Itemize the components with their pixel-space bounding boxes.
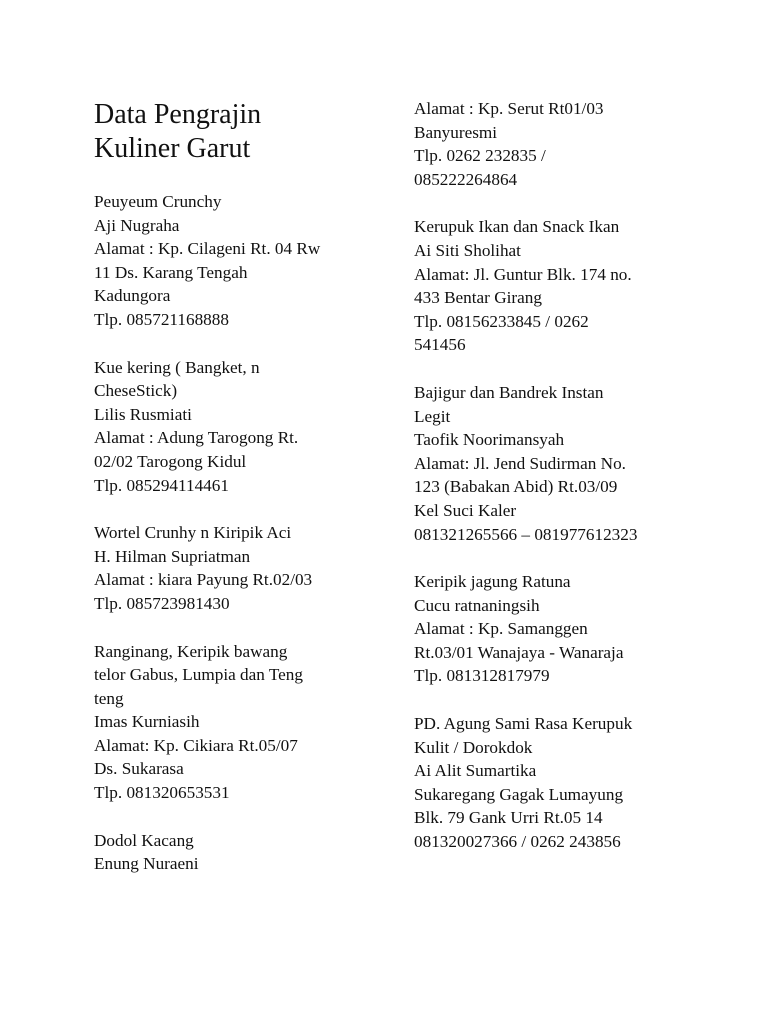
- entry-line: CheseStick): [94, 381, 178, 401]
- entry-line: Kulit / Dorokdok: [414, 737, 533, 757]
- entry-line: Kerupuk Ikan dan Snack Ikan: [414, 217, 620, 237]
- entry-line: Kue kering ( Bangket, n: [94, 357, 260, 377]
- artisan-entry: [94, 640, 384, 805]
- entry-line: Kel Suci Kaler: [414, 500, 517, 520]
- left-column: [94, 98, 384, 900]
- entry-line: Dodol Kacang: [94, 830, 194, 850]
- entry-line: Alamat : Kp. Cilageni Rt. 04 Rw: [94, 239, 321, 259]
- entry-line: Wortel Crunhy n Kiripik Aci: [94, 523, 292, 543]
- title-line: Kuliner Garut: [94, 133, 251, 164]
- entry-line: PD. Agung Sami Rasa Kerupuk: [414, 714, 633, 734]
- entry-line: Enung Nuraeni: [94, 854, 199, 874]
- entry-line: Bajigur dan Bandrek Instan: [414, 382, 604, 402]
- entry-line: Alamat: Kp. Cikiara Rt.05/07: [94, 735, 298, 755]
- entry-line: Aji Nugraha: [94, 215, 180, 235]
- entry-line: Alamat: Jl. Guntur Blk. 174 no.: [414, 264, 632, 284]
- entry-line: Alamat : kiara Payung Rt.02/03: [94, 570, 313, 590]
- entry-line: Tlp. 085723981430: [94, 593, 230, 613]
- title-line: Data Pengrajin: [94, 99, 262, 130]
- entry-line: 081320027366 / 0262 243856: [414, 832, 621, 852]
- entry-line: Rt.03/01 Wanajaya - Wanaraja: [414, 642, 624, 662]
- artisan-entry: [94, 356, 384, 498]
- right-entry-list: [414, 97, 754, 854]
- entry-line: Ai Alit Sumartika: [414, 761, 537, 781]
- artisan-entry: [94, 521, 384, 615]
- entry-line: teng: [94, 688, 124, 708]
- entry-line: Taofik Noorimansyah: [414, 430, 565, 450]
- entry-line: 11 Ds. Karang Tengah: [94, 262, 248, 282]
- entry-line: Tlp. 085721168888: [94, 309, 229, 329]
- entry-line: Peuyeum Crunchy: [94, 192, 222, 211]
- entry-line: Tlp. 085294114461: [94, 475, 229, 495]
- entry-line: Ds. Sukarasa: [94, 759, 184, 779]
- entry-line: Cucu ratnaningsih: [414, 595, 540, 615]
- artisan-entry: [414, 712, 754, 854]
- entry-line: 433 Bentar Girang: [414, 288, 542, 308]
- entry-line: Legit: [414, 406, 451, 426]
- entry-line: 123 (Babakan Abid) Rt.03/09: [414, 477, 618, 497]
- entry-line: 541456: [414, 335, 466, 355]
- entry-line: Keripik jagung Ratuna: [414, 572, 571, 592]
- entry-line: Ai Siti Sholihat: [414, 240, 521, 260]
- page-title: [94, 98, 384, 166]
- entry-line: Banyuresmi: [414, 122, 498, 142]
- entry-line: 02/02 Tarogong Kidul: [94, 451, 247, 471]
- entry-line: Alamat : Kp. Serut Rt01/03: [414, 99, 604, 118]
- artisan-entry: [94, 190, 384, 332]
- artisan-entry: [414, 570, 754, 688]
- artisan-entry: [414, 381, 754, 546]
- artisan-entry: [414, 97, 754, 191]
- entry-line: Alamat : Kp. Samanggen: [414, 619, 588, 639]
- entry-line: Tlp. 08156233845 / 0262: [414, 311, 589, 331]
- entry-line: telor Gabus, Lumpia dan Teng: [94, 665, 303, 685]
- left-entry-list: [94, 190, 384, 876]
- entry-line: Imas Kurniasih: [94, 712, 200, 732]
- artisan-entry: [94, 829, 384, 876]
- entry-line: Tlp. 0262 232835 /: [414, 146, 546, 166]
- entry-line: 081321265566 – 081977612323: [414, 524, 638, 544]
- entry-line: Ranginang, Keripik bawang: [94, 641, 288, 661]
- entry-line: Sukaregang Gagak Lumayung: [414, 784, 624, 804]
- entry-line: Tlp. 081312817979: [414, 666, 550, 686]
- entry-line: Tlp. 081320653531: [94, 783, 230, 803]
- entry-line: Lilis Rusmiati: [94, 404, 192, 424]
- entry-line: Blk. 79 Gank Urri Rt.05 14: [414, 808, 603, 828]
- right-column: [414, 97, 754, 878]
- entry-line: Alamat: Jl. Jend Sudirman No.: [414, 453, 626, 473]
- entry-line: Kadungora: [94, 286, 171, 306]
- entry-line: 085222264864: [414, 169, 518, 189]
- artisan-entry: [414, 215, 754, 357]
- entry-line: Alamat : Adung Tarogong Rt.: [94, 428, 299, 448]
- entry-line: H. Hilman Supriatman: [94, 546, 251, 566]
